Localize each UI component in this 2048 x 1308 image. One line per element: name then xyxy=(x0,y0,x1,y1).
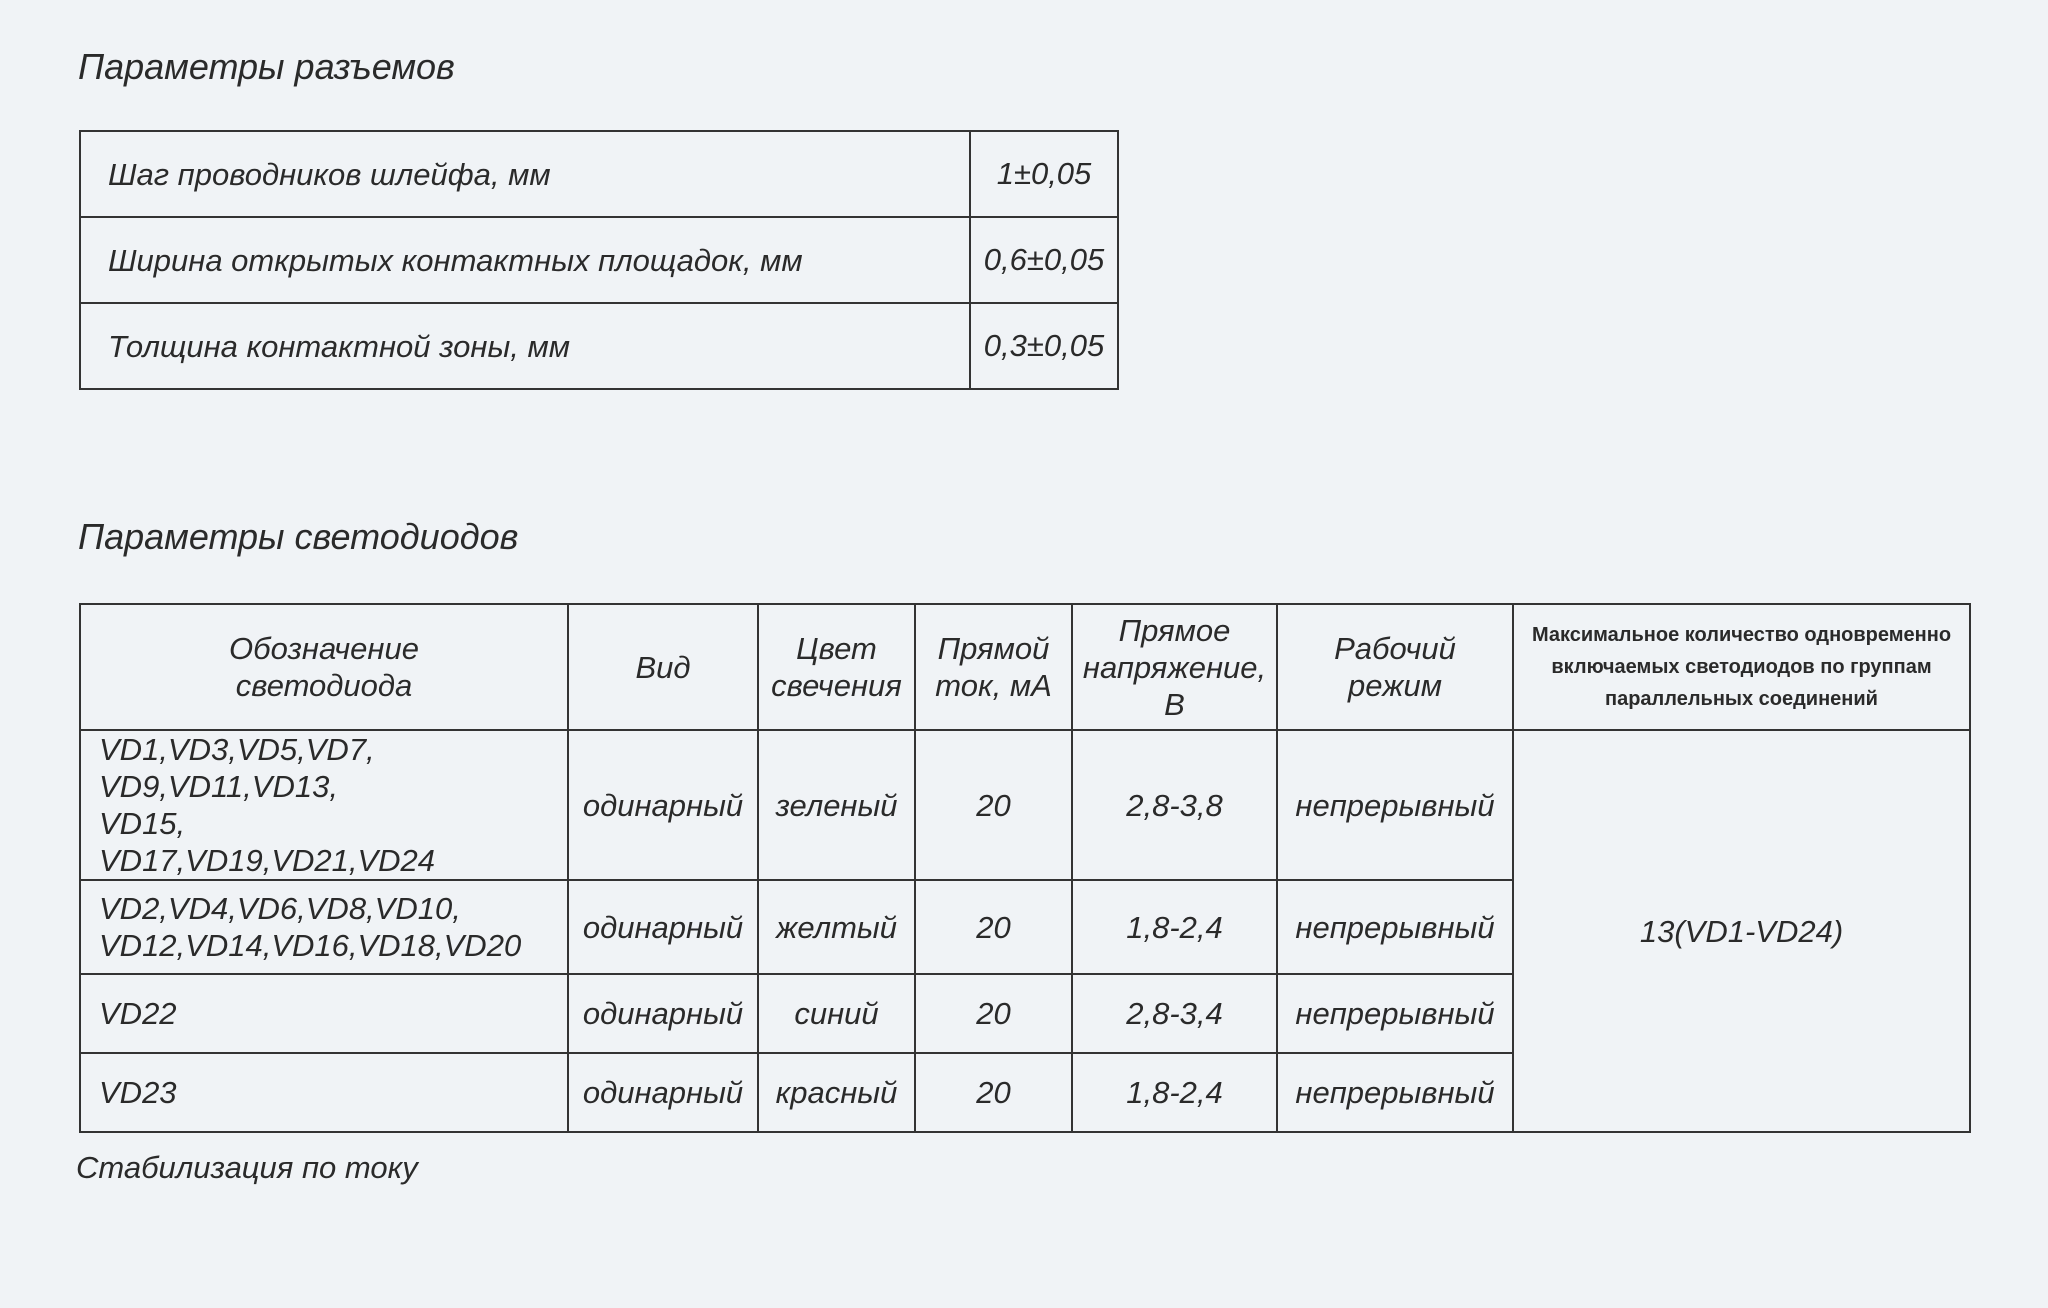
led-color: желтый xyxy=(758,880,915,974)
connector-param-value: 0,6±0,05 xyxy=(970,217,1118,303)
table-header-row xyxy=(80,604,1970,730)
led-type: одинарный xyxy=(568,880,758,974)
led-designation: VD22 xyxy=(80,974,568,1053)
led-max-count: 13(VD1-VD24) xyxy=(1513,730,1970,1132)
connector-param-label: Ширина открытых контактных площадок, мм xyxy=(80,217,970,303)
table-row xyxy=(80,303,1118,389)
led-voltage: 2,8-3,8 xyxy=(1072,730,1277,880)
header-voltage: Прямое напряжение, В xyxy=(1072,604,1277,730)
led-color: зеленый xyxy=(758,730,915,880)
connector-param-label: Толщина контактной зоны, мм xyxy=(80,303,970,389)
header-max-count: Максимальное количество одновременно включаемых светодиодов по группам параллельных соединений xyxy=(1513,604,1970,730)
led-designation: VD2,VD4,VD6,VD8,VD10, VD12,VD14,VD16,VD18,VD20 xyxy=(80,880,568,974)
leds-title: Параметры светодиодов xyxy=(78,516,519,557)
led-designation: VD23 xyxy=(80,1053,568,1132)
footnote: Стабилизация по току xyxy=(76,1150,418,1185)
connector-param-label: Шаг проводников шлейфа, мм xyxy=(80,131,970,217)
table-row xyxy=(80,217,1118,303)
leds-table xyxy=(79,603,1971,1133)
led-current: 20 xyxy=(915,974,1072,1053)
header-current: Прямой ток, мА xyxy=(915,604,1072,730)
led-mode: непрерывный xyxy=(1277,974,1513,1053)
led-current: 20 xyxy=(915,730,1072,880)
led-mode: непрерывный xyxy=(1277,1053,1513,1132)
connectors-table xyxy=(79,130,1119,390)
led-voltage: 1,8-2,4 xyxy=(1072,880,1277,974)
led-voltage: 1,8-2,4 xyxy=(1072,1053,1277,1132)
connector-param-value: 1±0,05 xyxy=(970,131,1118,217)
led-type: одинарный xyxy=(568,1053,758,1132)
header-designation: Обозначение светодиода xyxy=(80,604,568,730)
led-designation: VD1,VD3,VD5,VD7, VD9,VD11,VD13, VD15, VD17,VD19,VD21,VD24 xyxy=(80,730,568,880)
led-type: одинарный xyxy=(568,730,758,880)
led-current: 20 xyxy=(915,880,1072,974)
connectors-title: Параметры разъемов xyxy=(78,46,455,87)
connector-param-value: 0,3±0,05 xyxy=(970,303,1118,389)
led-current: 20 xyxy=(915,1053,1072,1132)
header-color: Цвет свечения xyxy=(758,604,915,730)
table-row xyxy=(80,730,1970,880)
led-mode: непрерывный xyxy=(1277,880,1513,974)
header-type: Вид xyxy=(568,604,758,730)
led-voltage: 2,8-3,4 xyxy=(1072,974,1277,1053)
header-mode: Рабочий режим xyxy=(1277,604,1513,730)
table-row xyxy=(80,131,1118,217)
led-type: одинарный xyxy=(568,974,758,1053)
led-mode: непрерывный xyxy=(1277,730,1513,880)
led-color: красный xyxy=(758,1053,915,1132)
led-color: синий xyxy=(758,974,915,1053)
